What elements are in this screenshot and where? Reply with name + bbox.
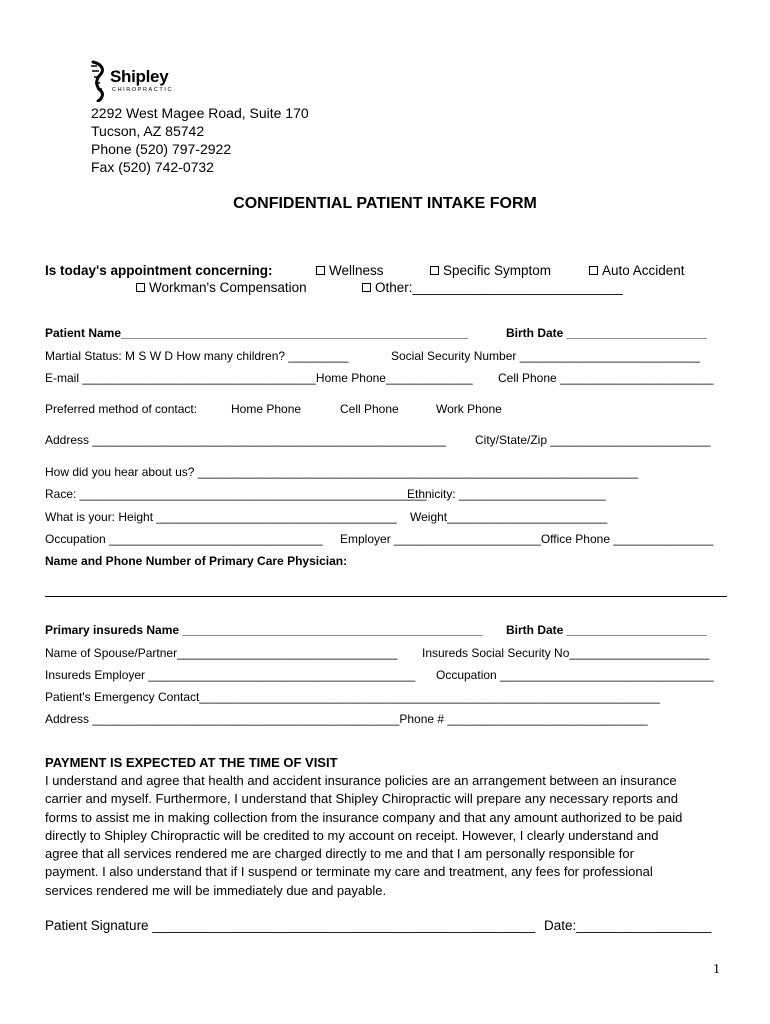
other-field[interactable]: Other:____________________________ <box>375 280 623 295</box>
patient-address-field[interactable]: Address _____________________________________________________ <box>45 433 447 447</box>
workmans-comp-checkbox[interactable] <box>136 283 145 292</box>
specific-symptom-checkbox[interactable] <box>430 266 439 275</box>
email-home-phone-field[interactable]: E-mail ___________________________________Home Phone_____________ <box>45 371 473 385</box>
payment-terms-line: I understand and agree that health and accident insurance policies are an arrangement between an insurance <box>45 773 677 788</box>
insured-employer-field[interactable]: Insureds Employer ________________________________________ <box>45 668 416 682</box>
marital-status-field[interactable]: Martial Status: M S W D How many children? _________ <box>45 349 349 363</box>
employer-office-phone-field[interactable]: Employer ______________________Office Phone _______________ <box>340 532 714 546</box>
payment-terms-line: directly to Shipley Chiropractic will be credited to my account on receipt. However, I clearly understand and <box>45 827 659 843</box>
contact-method-label: Preferred method of contact: <box>45 402 198 416</box>
emergency-contact-field[interactable]: Patient's Emergency Contact_____________________________________________________________________ <box>45 690 660 704</box>
primary-physician-line[interactable] <box>45 596 727 597</box>
payment-terms <box>45 772 730 900</box>
contact-home-phone-option[interactable]: Home Phone <box>231 402 302 416</box>
ssn-field[interactable]: Social Security Number ___________________________ <box>391 349 700 363</box>
address-line-2: Tucson, AZ 85742 <box>91 123 205 139</box>
form-title: CONFIDENTIAL PATIENT INTAKE FORM <box>233 195 537 212</box>
primary-insured-name-field[interactable]: Primary insureds Name _____________________________________________ <box>45 623 483 637</box>
logo-name: Shipley <box>110 67 169 86</box>
insured-occupation-field[interactable]: Occupation ________________________________ <box>436 668 714 682</box>
height-field[interactable]: What is your: Height ____________________________________ <box>45 510 397 524</box>
referral-source-field[interactable]: How did you hear about us? __________________________________________________________________ <box>45 465 639 479</box>
payment-terms-line: carrier and myself. Furthermore, I understand that Shipley Chiropractic will prepare any necessary reports and <box>45 791 678 807</box>
insured-address-phone-field[interactable]: Address ______________________________________________Phone # ______________________________ <box>45 712 648 726</box>
payment-heading: PAYMENT IS EXPECTED AT THE TIME OF VISIT <box>45 755 338 770</box>
payment-terms-line: payment. I also understand that if I suspend or terminate my care and treatment, any fees for professional <box>45 864 653 880</box>
option-specific-symptom[interactable] <box>430 263 551 278</box>
other-checkbox[interactable] <box>362 283 371 292</box>
option-wellness[interactable] <box>316 263 384 278</box>
spine-logo-icon <box>88 60 112 102</box>
payment-terms-line: forms to assist me in making collection from the insurance company and that any amount authorized to be paid <box>45 809 683 825</box>
patient-name-field[interactable]: Patient Name____________________________________________________ <box>45 326 469 340</box>
appointment-question: Is today's appointment concerning: <box>45 263 273 278</box>
occupation-field[interactable]: Occupation ________________________________ <box>45 532 323 546</box>
contact-work-phone-option[interactable]: Work Phone <box>436 402 502 416</box>
primary-physician-label: Name and Phone Number of Primary Care Physician: <box>45 554 348 568</box>
company-logo <box>88 60 188 102</box>
option-other[interactable] <box>362 280 623 295</box>
wellness-checkbox[interactable] <box>316 266 325 275</box>
spouse-name-field[interactable]: Name of Spouse/Partner_________________________________ <box>45 646 398 660</box>
patient-signature-field[interactable]: Patient Signature ___________________________________________________ <box>45 918 536 933</box>
auto-accident-checkbox[interactable] <box>589 266 598 275</box>
office-fax: Fax (520) 742-0732 <box>91 159 214 175</box>
race-field[interactable]: Race: ____________________________________________________ <box>45 487 427 501</box>
page-number: 1 <box>713 962 720 977</box>
address-line-1: 2292 West Magee Road, Suite 170 <box>91 105 309 121</box>
office-phone: Phone (520) 797-2922 <box>91 141 232 157</box>
workmans-comp-label: Workman's Compensation <box>149 280 307 295</box>
contact-cell-phone-option[interactable]: Cell Phone <box>340 402 399 416</box>
payment-terms-line: agree that all services rendered me are charged directly to me and that I am personally responsible for <box>45 846 634 862</box>
auto-accident-label: Auto Accident <box>602 263 685 278</box>
city-state-zip-field[interactable]: City/State/Zip ________________________ <box>475 433 711 447</box>
logo-subtitle: CHIROPRACTIC <box>112 87 174 93</box>
patient-birth-date-field[interactable]: Birth Date _____________________ <box>506 326 707 340</box>
payment-terms-line: services rendered me will be immediately due and payable. <box>45 882 387 898</box>
cell-phone-field[interactable]: Cell Phone _______________________ <box>498 371 714 385</box>
wellness-label: Wellness <box>329 263 384 278</box>
signature-date-field[interactable]: Date:__________________ <box>544 918 712 933</box>
option-auto-accident[interactable] <box>589 263 685 278</box>
option-workmans-comp[interactable] <box>136 280 307 295</box>
weight-field[interactable]: Weight________________________ <box>410 510 608 524</box>
insured-ssn-field[interactable]: Insureds Social Security No_____________________ <box>422 646 710 660</box>
specific-symptom-label: Specific Symptom <box>443 263 552 278</box>
ethnicity-field[interactable]: Ethnicity: ______________________ <box>407 487 606 501</box>
insured-birth-date-field[interactable]: Birth Date _____________________ <box>506 623 707 637</box>
